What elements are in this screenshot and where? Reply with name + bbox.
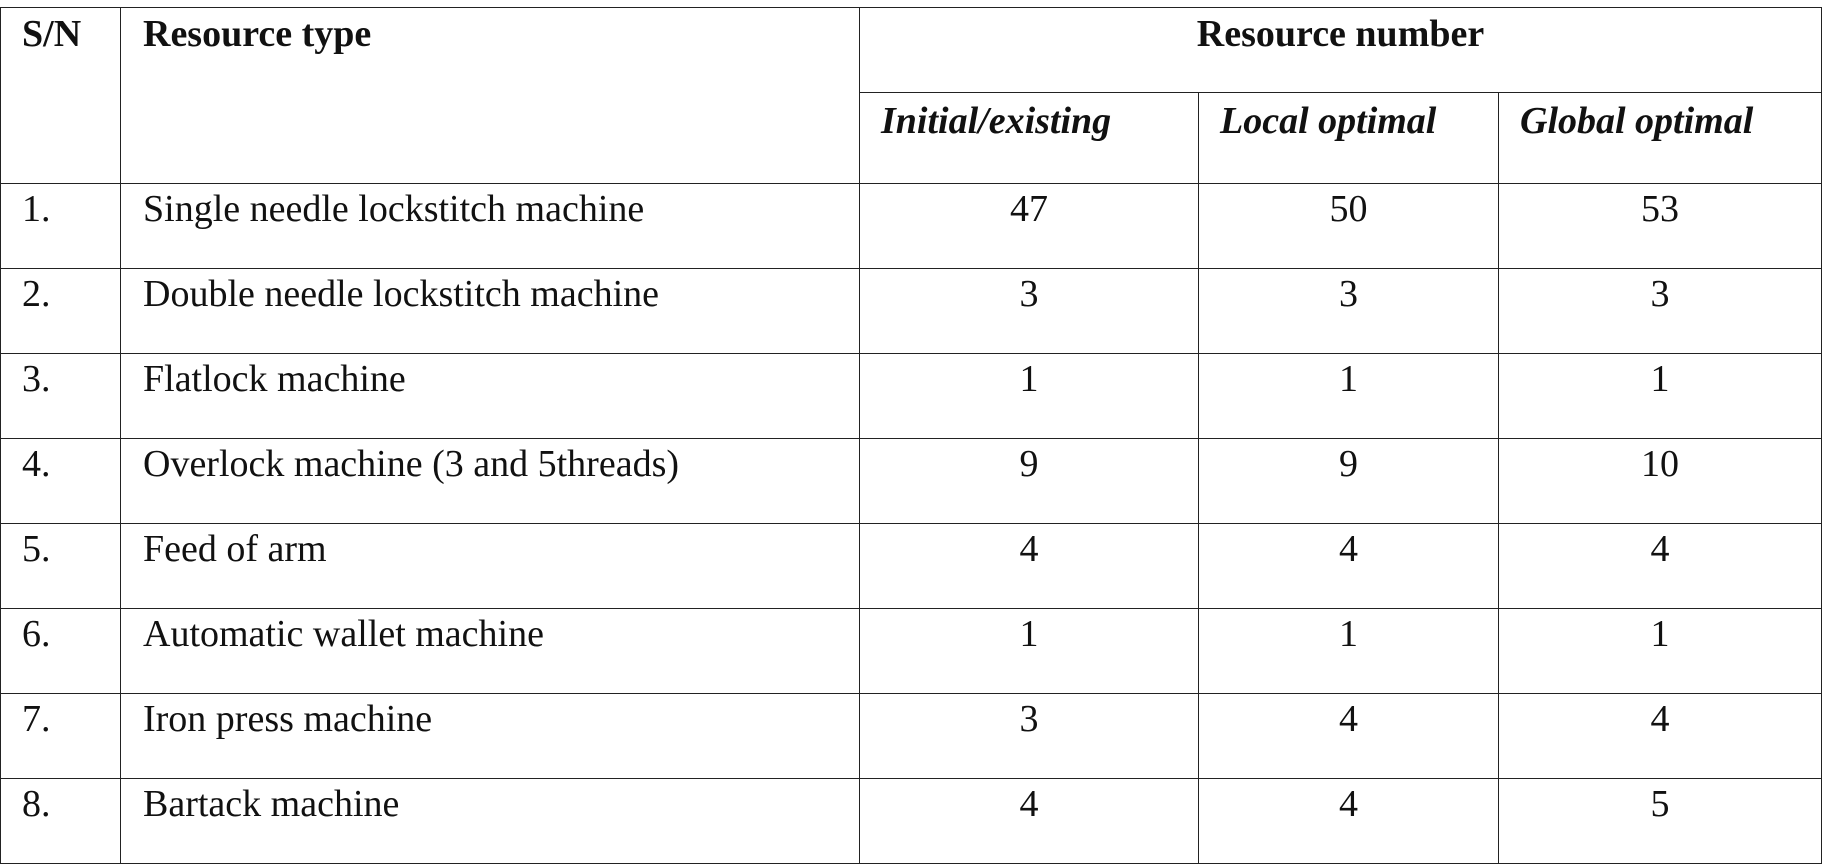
row-sn: 7.	[1, 694, 121, 779]
row-resource-type: Double needle lockstitch machine	[121, 269, 860, 354]
row-initial: 3	[860, 269, 1199, 354]
row-local: 4	[1199, 694, 1499, 779]
row-local: 50	[1199, 184, 1499, 269]
row-global: 10	[1499, 439, 1822, 524]
resource-table	[0, 7, 1822, 864]
table-row	[1, 184, 1822, 269]
row-sn: 1.	[1, 184, 121, 269]
row-initial: 3	[860, 694, 1199, 779]
row-global: 4	[1499, 694, 1822, 779]
table-row	[1, 694, 1822, 779]
row-local: 1	[1199, 609, 1499, 694]
header-sn: S/N	[1, 8, 121, 184]
header-global-optimal: Global optimal	[1499, 93, 1822, 184]
row-sn: 8.	[1, 779, 121, 864]
row-initial: 1	[860, 609, 1199, 694]
table-row	[1, 439, 1822, 524]
row-sn: 5.	[1, 524, 121, 609]
row-global: 4	[1499, 524, 1822, 609]
table-row	[1, 779, 1822, 864]
row-global: 1	[1499, 354, 1822, 439]
row-initial: 1	[860, 354, 1199, 439]
row-resource-type: Feed of arm	[121, 524, 860, 609]
header-resource-number: Resource number	[860, 8, 1822, 93]
table-row	[1, 524, 1822, 609]
row-local: 9	[1199, 439, 1499, 524]
row-resource-type: Overlock machine (3 and 5threads)	[121, 439, 860, 524]
row-resource-type: Single needle lockstitch machine	[121, 184, 860, 269]
row-initial: 4	[860, 524, 1199, 609]
row-sn: 4.	[1, 439, 121, 524]
table-body	[1, 184, 1822, 864]
row-local: 3	[1199, 269, 1499, 354]
row-global: 3	[1499, 269, 1822, 354]
row-global: 5	[1499, 779, 1822, 864]
row-local: 1	[1199, 354, 1499, 439]
table-header	[1, 8, 1822, 184]
row-sn: 3.	[1, 354, 121, 439]
row-resource-type: Bartack machine	[121, 779, 860, 864]
header-row-1	[1, 8, 1822, 93]
row-initial: 4	[860, 779, 1199, 864]
row-global: 1	[1499, 609, 1822, 694]
row-global: 53	[1499, 184, 1822, 269]
table-row	[1, 269, 1822, 354]
row-resource-type: Flatlock machine	[121, 354, 860, 439]
row-local: 4	[1199, 779, 1499, 864]
table-row	[1, 354, 1822, 439]
table-row	[1, 609, 1822, 694]
row-initial: 9	[860, 439, 1199, 524]
header-local-optimal: Local optimal	[1199, 93, 1499, 184]
row-sn: 6.	[1, 609, 121, 694]
row-resource-type: Iron press machine	[121, 694, 860, 779]
header-resource-type: Resource type	[121, 8, 860, 184]
row-local: 4	[1199, 524, 1499, 609]
row-resource-type: Automatic wallet machine	[121, 609, 860, 694]
row-sn: 2.	[1, 269, 121, 354]
header-initial-existing: Initial/existing	[860, 93, 1199, 184]
row-initial: 47	[860, 184, 1199, 269]
